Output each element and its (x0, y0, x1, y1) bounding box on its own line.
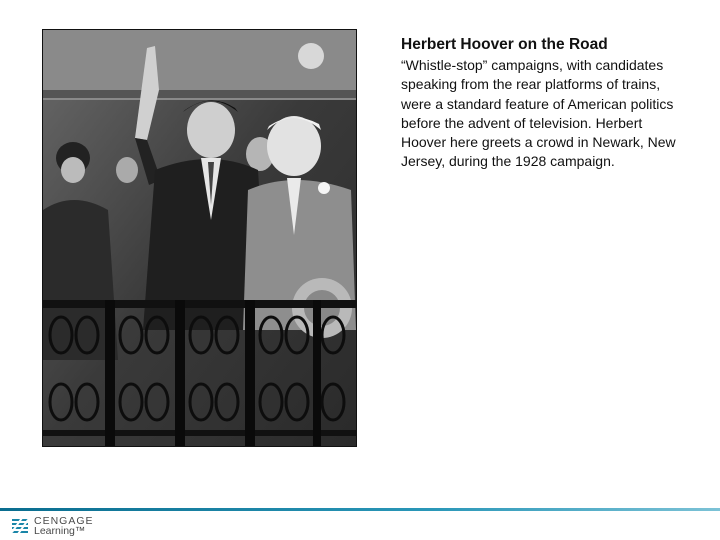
footer-divider (0, 508, 720, 511)
photo-caption (401, 36, 681, 172)
caption-title: Herbert Hoover on the Road (401, 36, 608, 53)
cengage-logo-icon (10, 516, 30, 536)
historical-photo-hoover-train (43, 30, 356, 446)
caption-body: “Whistle-stop” campaigns, with candidates speaking from the rear platforms of trains, were a standard feature of American politics before the advent of television. Herbert Hoover here greets a crowd in Newark, New Jersey, during the 1928 campaign. (401, 57, 676, 170)
cengage-logo (10, 514, 94, 538)
logo-text-cengage: CENGAGE (34, 515, 94, 527)
photo-illustration (43, 30, 356, 446)
logo-text-learning: Learning™ (34, 525, 86, 537)
